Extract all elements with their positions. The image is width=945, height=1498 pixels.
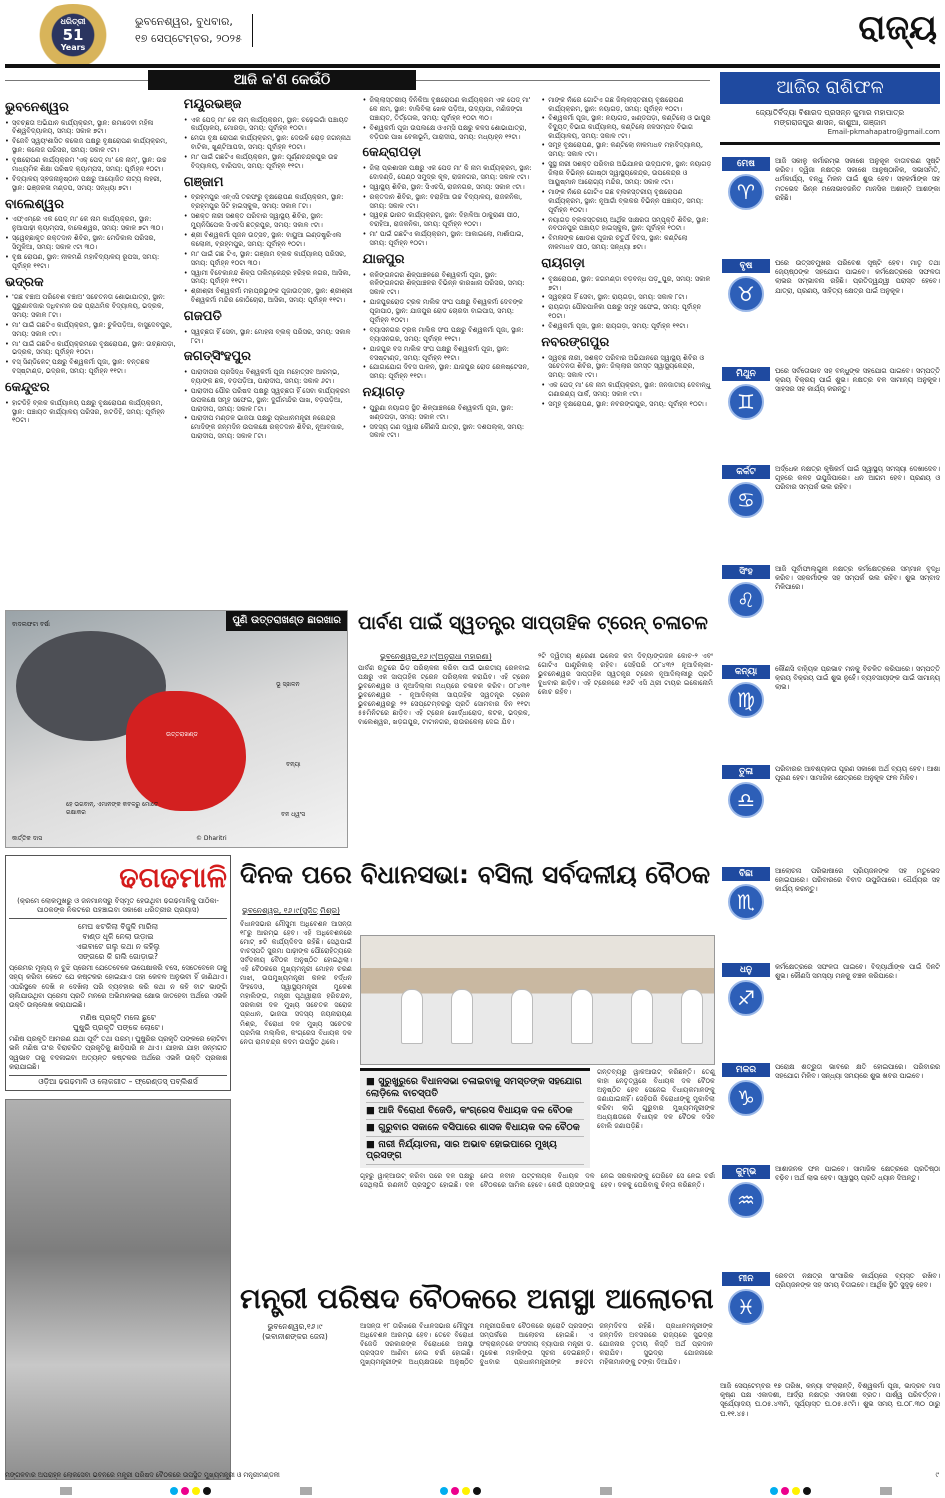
proverb-line: ଏଇବାଟେ ଗଲୁ କଥା ନ କହିଲୁ xyxy=(76,941,160,951)
horoscope-sign xyxy=(720,367,940,414)
district-heading: ଯାଜପୁର xyxy=(362,252,405,268)
registration-dot xyxy=(781,1487,789,1495)
registration-dot xyxy=(792,1487,800,1495)
horoscope-sign xyxy=(720,1165,940,1212)
district-heading: ଭଦ୍ରକ xyxy=(5,274,44,290)
cartoon-label: ଭୂ ସ୍ଖଳନ xyxy=(276,681,300,688)
highlight-point: ■ ନାରୀ ନିର୍ଯ୍ୟାତନା, ସାର ଅଭାବ ହୋଇପାରେ ମୁଖ୍ୟ ପ୍ରସଙ୍ଗ xyxy=(366,1137,584,1166)
horoscope-sign xyxy=(720,465,940,512)
proverb-line: ବାଣ୍ଡ ଧୂଳି ନେଲା ଉଡ଼ାଇ xyxy=(82,931,154,941)
event-item: • ସୁସ୍ଥ ନାରୀ ସଶକ୍ତ ପରିବାର ଅଭିଯାନର ଉଦ୍‌ଘାଟନ, ସ୍ଥାନ: ନୟାଗଡ଼ ଜିଲାର ବିଭିନ୍ନ ଗୋଷ୍ଠୀ ସ୍ୱାସ୍ଥ୍ୟକେନ୍ଦ୍ର, ଉପକେନ୍ଦ୍ର ଓ ଆୟୁଷ୍ମାନ ଆରୋଗ୍ୟ ମନ୍ଦିର, ସମୟ: ସକାଳ ୯ଟା। xyxy=(541,160,712,187)
sign-prediction: କୌଣସି ବାହ୍ୟିକ ପ୍ରଭାବ ମନକୁ ବିଚଳିତ କରିପାରେ। ସମ୍ପତ୍ତି କ୍ରୟ ବିକ୍ରୟ ପାଇଁ ଶୁଭ ନୁହେଁ। ବ୍ୟବସାୟୀଙ୍କ ପାଇଁ ସାମାନ୍ୟ ଲାଭ। xyxy=(775,665,940,692)
event-item: • ସମୂହ ବୃକ୍ଷରୋପଣ, ସ୍ଥାନ: ନବରଙ୍ଗପୁର, ସମୟ: ପୂର୍ବାହ୍ନ ୧୦ଟା। xyxy=(541,400,712,409)
events-listing xyxy=(5,96,712,441)
sign-label: କନ୍ୟା xyxy=(722,665,770,679)
bull-icon: ♉ xyxy=(728,276,764,312)
district-heading: ନୟାଗଡ଼ xyxy=(362,385,405,401)
registration-dot xyxy=(451,1487,459,1495)
event-item: • ସ୍ୱେଚ୍ଛାକୃତ ରକ୍ତଦାନ ଶିବିର, ସ୍ଥାନ: ମେଡିକାଲ ପରିସର, ସିମୁଳିଆ, ସମୟ: ସକାଳ ୯ଟା ୩୦। xyxy=(5,234,176,252)
events-title: ଆଜି କ'ଣ କେଉଁଠି xyxy=(148,70,416,90)
highlight-text: ସୁରୁଖୁରୁରେ ବିଧାନସଭା ଚଳାଇବାକୁ ସମସ୍ତଙ୍କ ସହଯୋଗ ଲୋଡ଼ିଲେ ବାଚସ୍ପତି xyxy=(366,1076,582,1099)
registration-dot xyxy=(181,1487,189,1495)
highlight-text: ଗୁରୁବାର ସକାଳେ ବସିପାରେ ଶାସକ ବିଧାୟକ ଦଳ ବୈଠକ xyxy=(378,1121,580,1133)
panjika-text: ଆଜି ସେପ୍ଟେମ୍ବର ୧୭ ତାରିଖ, କନ୍ୟା ସଂକ୍ରାନ୍ତି, ବିଶ୍ୱକର୍ମା ପୂଜା, ଭାଦ୍ରବ ମାସ କୃଷ୍ଣ ପକ୍ଷ ଏକାଦଶୀ, ଆର୍ଦ୍ରା ନକ୍ଷତ୍ର ଏକାଦଶୀ ବ୍ରତ। ପାର୍ଶ୍ୱ ପରିବର୍ତ୍ତନ। ସୂର୍ଯ୍ୟୋଦୟ ଘ.୦୫.୪୩ମି, ସୂର୍ଯ୍ୟାସ୍ତ ଘ.୦୫.୫୯ମି। ଶୁଭ ସମୟ ଘ.୦୮.୩୦ ଠାରୁ ଘ.୧୧.୪୫। xyxy=(720,1382,940,1418)
registration-dot xyxy=(462,1487,470,1495)
sign-prediction: ଘରେ ସର୍ବତୋଭାବ ସହ ବନ୍ଧୁଙ୍କ ସହଯୋଗ ପାଇବେ। ସମ୍ପତ୍ତି କ୍ରୟ ବିକ୍ରୟ ପାଇଁ ଶୁଭ। ନକ୍ଷତ୍ର ବଳ ସାମାନ୍ୟ ଅନୁକୂଳ। ସାହସର ସହ କାର୍ଯ୍ୟ କରନ୍ତୁ। xyxy=(775,367,940,394)
event-list xyxy=(363,271,534,382)
horoscope-title: ଆଜିର ରାଶିଫଳ xyxy=(720,72,940,104)
photo-caption: ମଙ୍ଗଳବାର ଅପରାହ୍ନ ଲୋକସେବା ଭବନରେ ମନ୍ତ୍ରୀ ପରିଷଦ ବୈଠକରେ ଉପସ୍ଥିତ ମୁଖ୍ୟମନ୍ତ୍ରୀ ଓ ମନ୍ତ୍ରୀମଣ୍ଡଳୀ xyxy=(5,1471,280,1479)
lion-icon: ♌ xyxy=(728,582,764,618)
assembly-headline: ଦିନକ ପରେ ବିଧାନସଭା: ବସିଲା ସର୍ବଦଳୀୟ ବୈଠକ xyxy=(240,860,711,889)
dateline-date: ୧୭ ସେପ୍ଟେମ୍ବର, ୨୦୨୫ xyxy=(135,31,242,45)
event-item: • ମେଗା ବୃକ୍ଷ ରୋପଣ କାର୍ଯ୍ୟକ୍ରମ, ସ୍ଥାନ: ଦେଉଳି ରୋଡ଼ ଜଗନ୍ନାଥ ବାଟିକା, ଖୁଣ୍ଟିଆପଦା, ସମୟ: ପୂର୍ବାହ୍ନ ୧୦ଟା। xyxy=(184,134,355,152)
event-item: • ଜିଲା ପ୍ରଶାସନ ପକ୍ଷରୁ ଏକ ପେଡ ମା' କି ନାମ କାର୍ଯ୍ୟକ୍ରମ, ସ୍ଥାନ: ଦୋଦଣ୍ଡି, ପେଣ୍ଠ ସମୁଦ୍ର କୂଳ, ରାଜନଗର, ସମୟ: ସକାଳ ୯ଟା। xyxy=(363,164,534,182)
district-heading: କେନ୍ଦୁଝର xyxy=(5,380,50,396)
sign-label: ମେଷ xyxy=(722,157,770,171)
astrologer-email: Email-pkmahapatro@gmail.com xyxy=(827,128,940,137)
sign-prediction: ଘରେ ଉତ୍ସବମୁଖର ପରିବେଶ ସୃଷ୍ଟି ହେବ। ମାତୃ ତଥା ଜ୍ୟେଷ୍ଠଙ୍କ ସହଯୋଗ ପାଇବେ। କର୍ମକ୍ଷେତ୍ରରେ ସଫଳତା ଲାଭର ସମ୍ଭାବନା ରହିଛି। ପ୍ରତିଦ୍ୱନ୍ଦ୍ୱୀ ପରାସ୍ତ ହେବେ। ଯାତ୍ରା, ପ୍ରଣୟ, ସାହିତ୍ୟ କ୍ଷେତ୍ର ପାଇଁ ଅନୁକୂଳ। xyxy=(775,259,940,295)
sign-label: କର୍କଟ xyxy=(722,465,770,479)
sign-label: ବୃଷ xyxy=(722,259,770,273)
event-item: • ଯାଜପୁର ବସ ମାଲିକ ସଂଘ ପକ୍ଷରୁ ବିଶ୍ୱକର୍ମା ପୂଜା, ସ୍ଥାନ: ବସଷ୍ଟାଣ୍ଡ, ସମୟ: ପୂର୍ବାହ୍ନ ୧୧ଟା। xyxy=(363,345,534,363)
highlight-point: ■ ଗୁରୁବାର ସକାଳେ ବସିପାରେ ଶାସକ ବିଧାୟକ ଦଳ ବୈଠକ xyxy=(366,1120,584,1137)
event-item: • ସ୍ୱଚ୍ଛତା ହିଁ ସେବା, ସ୍ଥାନ: ମୋହନା ବ୍ଲକ୍ ପରିସର, ସମୟ: ସକାଳ ୮ଟା। xyxy=(184,328,355,346)
horoscope-sign xyxy=(720,765,940,812)
scorpion-icon: ♏ xyxy=(728,884,764,920)
registration-dot xyxy=(440,1487,448,1495)
district-heading: ବାଲେଶ୍ୱର xyxy=(5,196,64,212)
registration-dot xyxy=(203,1487,211,1495)
event-item: • ହାଟଡିହି ବ୍ଲକ କାର୍ଯ୍ୟାଳୟ ପକ୍ଷରୁ ବୃକ୍ଷରୋପଣ କାର୍ଯ୍ୟକ୍ରମ, ସ୍ଥାନ: ପଞ୍ଚାୟତ କାର୍ଯ୍ୟାଳୟ ପରିସର, ହାଟଡିହି, ସମୟ: ପୂର୍ବାହ୍ନ ୧୦ଟା। xyxy=(5,399,176,426)
sign-label: ମିଥୁନ xyxy=(722,367,770,381)
horoscope-sign xyxy=(720,259,940,306)
event-item: • ସ୍ୱଚ୍ଛ ନାରୀ, ସଶକ୍ତ ପରିବାର ଅଭିଯାନରେ ସ୍ୱାସ୍ଥ୍ୟ ଶିବିର ଓ ସଚେତନତା ଶିବିର, ସ୍ଥାନ: ଜିଲ୍ଲାର ସମସ୍ତ ସ୍ୱାସ୍ଥ୍ୟକେନ୍ଦ୍ର, ସମୟ: ସକାଳ ୯ଟା। xyxy=(541,354,712,381)
meeting-photo xyxy=(360,935,715,1065)
train-byline: ଭୁବନେଶ୍ୱର,୧୬।୯(ଅନୁରାଧା ମହାରଣା) xyxy=(380,652,492,661)
event-item: • ବ୍ୟାସନଗର ଟ୍ରକ ମାଲିକ ସଂଘ ପକ୍ଷରୁ ବିଶ୍ୱକର୍ମା ପୂଜା, ସ୍ଥାନ: ବ୍ୟାସନଗର, ସମୟ: ପୂର୍ବାହ୍ନ ୧୧ଟା। xyxy=(363,326,534,344)
sign-prediction: କର୍ମକ୍ଷେତ୍ରରେ ସଫଳତା ପାଇବେ। ବିଦ୍ୟାର୍ଥୀଙ୍କ ପାଇଁ ଦିନଟି ଶୁଭ। କୌଣସି ସମସ୍ୟା ମନକୁ ଚଞ୍ଚଳ କରିପାରେ। xyxy=(775,963,940,981)
event-item: • ବିଶ୍ୱକର୍ମା ପୂଜା, ସ୍ଥାନ: ରାୟଗଡ଼ା, ସମୟ: ପୂର୍ବାହ୍ନ ୧୧ଟା। xyxy=(541,322,712,331)
event-item: • ବୃକ୍ଷରୋପଣ କାର୍ଯ୍ୟକ୍ରମ 'ଏକ୍ ପେଡ୍ ମା' କେ ନାମ୍', ସ୍ଥାନ: ଉଚ୍ଚ ମାଧ୍ୟମିକ ଶିକ୍ଷା ପରିଷଦ କ୍ୟାମ୍ପସ, ସମୟ: ପୂର୍ବାହ୍ନ ୧୦ଟା। xyxy=(5,156,176,174)
sign-prediction: ପରିବାରର ଆବଶ୍ୟକତା ପୂରଣ ସକାଶେ ଅର୍ଥ ବ୍ୟୟ ହେବ। ଆଶା ପୂରଣ ହେବ। ସାମାଜିକ କ୍ଷେତ୍ରରେ ଅନୁକୂଳ ଫଳ ମିଳିବ। xyxy=(775,765,940,783)
proverb-line: ମଣିଷ ପ୍ରକୃତି ମଲେ ଛୁଟେ xyxy=(80,1013,156,1023)
train-headline: ପାର୍ବଣ ପାଇଁ ସ୍ୱତନ୍ତ୍ର ସାପ୍ତାହିକ ଟ୍ରେନ୍ ଚଳାଚଳ xyxy=(358,613,708,634)
cabinet-headline: ମନ୍ତ୍ରୀ ପରିଷଦ ବୈଠକରେ ଅନାସ୍ଥା ଆଲୋଚନା xyxy=(240,1282,714,1315)
horoscope-sign xyxy=(720,1272,940,1319)
proverb-line: ସଙ୍ଗରେ କି ଗଲି ଗୋଡ଼ାଇ? xyxy=(78,952,158,962)
event-item: • ପୁରୁଣା ନୟାଗଡ଼ ସ୍ଥିତ ଶିଳ୍ପାଞ୍ଚଳରେ ବିଶ୍ୱକର୍ମା ପୂଜା, ସ୍ଥାନ: ଖଣ୍ଡପଡ଼ା, ସମୟ: ସକାଳ ୯ଟା। xyxy=(363,404,534,422)
event-item: • ଶ୍ରୀଶ୍ରୀ ବିଶ୍ୱକର୍ମା ମହାପ୍ରଭୁଙ୍କ ପୂଜାଉତ୍ସବ, ସ୍ଥାନ: ଶ୍ରୀଶ୍ରୀ ବିଶ୍ୱକର୍ମା ମନ୍ଦିର କୋଠିଚୋରା, ଆସିକା, ସମୟ: ପୂର୍ବାହ୍ନ ୧୧ଟା। xyxy=(184,287,355,305)
print-registration-marks xyxy=(0,1485,945,1498)
registration-dot xyxy=(473,1487,481,1495)
district-heading: କେନ୍ଦ୍ରାପଡ଼ା xyxy=(362,145,422,161)
event-item: • ବ୍ରହ୍ମପୁର ଏନ୍‌ଏସି ତରଫରୁ ବୃକ୍ଷରୋପଣ କାର୍ଯ୍ୟକ୍ରମ, ସ୍ଥାନ: ବ୍ରହ୍ମପୁର ସିଟି ହାଇସ୍କୁଲ, ସମୟ: ସକାଳ ୮ଟା। xyxy=(184,193,355,211)
event-item: • ସମୂହ ବୃକ୍ଷରୋପଣ, ସ୍ଥାନ: କଣ୍ଟିଲୋ ନୀଳମାଧବ ମହାବିଦ୍ୟାଳୟ, ସମୟ: ସକାଳ ୯ଟା। xyxy=(541,141,712,159)
event-item: • ବୃକ୍ଷ ରୋପଣ, ସ୍ଥାନ: ନୀଳମଣି ମହାବିଦ୍ୟାଳୟ ରୂପସା, ସମୟ: ପୂର୍ବାହ୍ନ ୧୧ଟା। xyxy=(5,253,176,271)
cartoon-label: ବନ୍ୟା xyxy=(286,761,301,768)
logo-years: 51 xyxy=(62,25,84,44)
page-number: ୯ xyxy=(935,1471,939,1479)
highlight-point: ■ ଆଜି ବିରୋଧୀ ବିଜେଡି, କଂଗ୍ରେସ ବିଧାୟକ ଦଳ ବୈଠକ xyxy=(366,1103,584,1120)
sign-prediction: ଆଶାଜନକ ଫଳ ପାଇବେ। ସାମାଜିକ କ୍ଷେତ୍ରରେ ପ୍ରତିଷ୍ଠା ବଢ଼ିବ। ଅର୍ଥ ଲାଭ ହେବ। ସ୍ୱାସ୍ଥ୍ୟ ପ୍ରତି ଧ୍ୟାନ ଦିଅନ୍ତୁ। xyxy=(775,1165,940,1183)
event-item: • ଜିଲ୍ଲାସ୍ତରୀୟ ଦିନିକିଆ ବୃକ୍ଷରୋପଣ କାର୍ଯ୍ୟକ୍ରମ ଏକ ପେଡ୍ ମା' କେ ନାମ, ସ୍ଥାନ: ବାଲିବିଲା ଖେଳ ପଡ଼ିଆ, ଉଦ୍ୟାପା, ମଣିଜଙ୍ଗା ପଞ୍ଚାୟତ, ତିର୍ତ୍ତୋଲ, ସମୟ: ପୂର୍ବାହ୍ନ ୧୦ଟା ୩୦। xyxy=(363,96,534,123)
event-list xyxy=(541,275,712,331)
cartoon-label: ହେ ଭଗବାନ୍, ଏମାନଙ୍କ କବଳରୁ ମୋତେ ରକ୍ଷାକର xyxy=(66,801,159,817)
event-item: • ମା' ପାଇଁ ଗଛଟିଏ କାର୍ଯ୍ୟକ୍ରମରେ ବୃକ୍ଷରୋପଣ, ସ୍ଥାନ: ଉଚ୍ଛାପଡ଼ା, ଭଦ୍ରକ, ସମୟ: ପୂର୍ବାହ୍ନ ୧୦ଟା। xyxy=(5,340,176,358)
event-item: • ପାରାଦୀପର ପ୍ରସିଦ୍ଧ ବିଶ୍ୱକର୍ମା ପୂଜା ମହୋତ୍ସବ ଆରମ୍ଭ, ବ୍ୟାଙ୍କ ଛକ, ବଡ଼ପଡ଼ିଆ, ପାରାଦୀପ, ସମୟ: ସକାଳ ୬ଟା। xyxy=(184,368,355,386)
cartoon-label: ବାଦଲଫଟା ବର୍ଷା xyxy=(12,621,50,628)
proverb-line: ମେଘ ଝଟକିଲା ବିଜୁଳି ମାରିଲା xyxy=(77,921,159,931)
left-column xyxy=(5,855,231,1480)
cartoon-caption: ପୁଣି ଉତ୍ତରାଖଣ୍ଡ ଛାରଖାର xyxy=(226,611,347,631)
event-item: • ସଦସ୍ୟ ଗଣ ଦ୍ୱାରା କୌଣସି ଯାତ୍ରା, ସ୍ଥାନ: ଦଶପଲ୍ଲା, ସମୟ: ସକାଳ ୯ଟା। xyxy=(363,423,534,441)
event-item: • ଏଫ୍‌ଏମ୍‌ରେ ଏକ ପେଡ୍ ମା' କେ ନାମ କାର୍ଯ୍ୟକ୍ରମ, ସ୍ଥାନ: ନୁଆପାଢ଼ୀ କ୍ୟାମ୍ପସ, ବାଲେଶ୍ୱର, ସମୟ: ସକାଳ ୭ଟା ୩୦। xyxy=(5,215,176,233)
sign-label: ତୁଳା xyxy=(722,765,770,779)
event-item: • ପାରାଦୀପ ମଣ୍ଡଳ ଭାଜପା ପକ୍ଷରୁ ପ୍ରଧାନମନ୍ତ୍ରୀ ନରେନ୍ଦ୍ର ମୋଦିଙ୍କ ଜନ୍ମଦିନ ଉପଲକ୍ଷେ ରକ୍ତଦାନ ଶିବିର, ନୂଆବଜାର, ପାରାଦୀପ, ସମୟ: ସକାଳ ୮ଟା। xyxy=(184,414,355,441)
event-item: • ପାରାଦୀପ ପୌର ପରିଷଦ ପକ୍ଷରୁ ସ୍ୱଚ୍ଛତା ହିଁ ସେବା କାର୍ଯ୍ୟକ୍ରମ ଉପଲକ୍ଷେ ସମୂହ ସଫେଇ, ସ୍ଥାନ: ଦୁର୍ଗାମନ୍ଦିର ପାଖ, ବଡ଼ପଡ଼ିଆ, ପାରାଦୀପ, ସମୟ: ସକାଳ ୮ଟା। xyxy=(184,387,355,414)
district-heading: ମୟୂରଭଞ୍ଜ xyxy=(183,97,242,112)
sign-prediction: ରେବତୀ ନକ୍ଷତ୍ର ସାଂସାରିକ କାର୍ଯ୍ୟରେ ବ୍ୟସ୍ତ ରଖିବ। ପ୍ରିୟଜନଙ୍କ ସହ ସମୟ ବିତାଇବେ। ଆର୍ଥିକ ସ୍ଥିତି ସୁଦୃଢ଼ ହେବ। xyxy=(775,1272,940,1290)
horoscope-sign xyxy=(720,665,940,712)
proverbs-brand: ଢଗଢମାଳି xyxy=(119,861,227,894)
registration-dot xyxy=(170,1487,178,1495)
logo-text: ଧରିତ୍ରୀ xyxy=(60,16,86,26)
event-item: • ସ୍ୱାମୀ ବିବେକାନନ୍ଦ ଶିଳ୍ପ ତାଲିମ୍‌କେନ୍ଦ୍ର ହରିହର ନଗର, ଆସିକା, ସମୟ: ପୂର୍ବାହ୍ନ ୧୧ଟା। xyxy=(184,269,355,287)
highlight-text: ଆଜି ବିରୋଧୀ ବିଜେଡି, କଂଗ୍ରେସ ବିଧାୟକ ଦଳ ବୈଠକ xyxy=(378,1104,573,1116)
registration-dot xyxy=(803,1487,811,1495)
sign-prediction: ଆଜି ସକାଳୁ କର୍ମାରମ୍ଭ ସକାଶେ ଅନୁକୂଳ ବାତାବରଣ ସୃଷ୍ଟି କରିବ। ଦ୍ୱିଜା ନକ୍ଷତ୍ର ସକାଶେ ଆନୁଷ୍ଠାନିକ, ସଭାସମିତି, ଧର୍ମକାର୍ଯ୍ୟ, ବନ୍ଧୁ ମିଳନ ପାଇଁ ଶୁଭ ହେବ। ସହକର୍ମୀଙ୍କ ସହ ମତଭେଦ ଭିନ୍ନ ମନୋଭାବଜନିତ ମାନସିକ ଅଶାନ୍ତି ଆଶଙ୍କା ରହିଛି। xyxy=(775,157,940,202)
event-item: • ବିମଳାଙ୍କ ଷୋଡଶ ପୂଜାର ଚତୁର୍ଥ ଦିବସ, ସ୍ଥାନ: କଣ୍ଟିଲୋ ନୀଳମାଧବ ପୀଠ, ସମୟ: ସନ୍ଧ୍ୟା ୭ଟା। xyxy=(541,234,712,252)
uttarakhand-figure xyxy=(126,691,246,811)
event-item: • ବିଜେବି ସ୍ୱୟଂଶାସିତ କଲେଜ ପକ୍ଷରୁ ବୃକ୍ଷରୋପଣ କାର୍ଯ୍ୟକ୍ରମ, ସ୍ଥାନ: କଲେଜ ପରିସର, ସମୟ: ସକାଳ ୯ଟା। xyxy=(5,137,176,155)
astrologer-name: ଜ୍ୟୋତିର୍ବିଦ୍ୟା ବିଶାରଦ ପ୍ରସନ୍ନ କୁମାର ମହାପାତ୍ର xyxy=(755,108,905,117)
twins-icon: ♊ xyxy=(728,384,764,420)
event-item: • ବିଦ୍ୟାଳୟ ସ୍ଵଜନାନୁଷ୍ଠାନ ପକ୍ଷରୁ ଆୟୋଜିତ ନାଟ୍ୟ ଲହରୀ, ସ୍ଥାନ: ଭଞ୍ଜକଳା ମଣ୍ଡପ, ସମୟ: ସନ୍ଧ୍ୟା ୭ଟା। xyxy=(5,175,176,193)
event-list xyxy=(184,328,355,346)
byline-place: ଭୁବନେଶ୍ୱର,୧୬।୯ xyxy=(267,1322,323,1331)
district-heading: ଜଗତ୍‌ସିଂହପୁର xyxy=(183,349,251,365)
cartoon-label: ବନ ଧ୍ୱଂସ xyxy=(281,811,306,818)
registration-dot xyxy=(192,1487,200,1495)
event-list xyxy=(184,134,355,171)
scales-icon: ♎ xyxy=(728,782,764,818)
event-list xyxy=(184,116,355,134)
horoscope-panel xyxy=(720,72,940,1482)
ram-icon: ♈ xyxy=(728,174,764,210)
train-body: ପାର୍ବଣ ଋତୁରେ ଭିଡ଼ ପରିଚାଳନା କରିବା ପାଇଁ ଭାରତୀୟ ରେଳବାଇ ପକ୍ଷରୁ ଏକ ସାପ୍ତାହିକ ଟ୍ରେନ ପରିଚାଳନା କରାଯିବ। ଏହି ଟ୍ରେନ ଭୁବନେଶ୍ୱର ଓ ନୂଆଦିଲ୍ଲୀ ମଧ୍ୟରେ ଚଳାଚଳ କରିବ। ୦୮୪୩୧ ଭୁବନେଶ୍ୱର - ନୂଆଦିଲ୍ଲୀ ସାପ୍ତାହିକ ସ୍ୱତନ୍ତ୍ର ଟ୍ରେନ ଭୁବନେଶ୍ୱରରୁ ୨୨ ସେପ୍ଟେମ୍ବରରୁ ପ୍ରତି ସୋମବାର ଦିନ ୧୧ଟା ୫୫ମିନିଟରେ ଛାଡ଼ିବ। ଏହି ଟ୍ରେନ ଖୋର୍ଦ୍ଧାରୋଡ, କଟକ, ଭଦ୍ରକ, ବାଲେଶ୍ୱର, ଖଡ଼ଗପୁର, ଟାଟାନଗର, ରାଉରକେଲା ଦେଇ ଯିବ। xyxy=(358,664,530,727)
highlight-text: ନାରୀ ନିର୍ଯ୍ୟାତନା, ସାର ଅଭାବ ହୋଇପାରେ ମୁଖ୍ୟ ପ୍ରସଙ୍ଗ xyxy=(366,1138,557,1162)
pot-icon: ♒ xyxy=(728,1182,764,1218)
event-item: • ଏକ ପେଡ୍ ମା' କେ ନାମ୍ କାର୍ଯ୍ୟକ୍ରମ, ସ୍ଥାନ: ଚଢ଼େଇଗାଁ ପଞ୍ଚାୟତ କାର୍ଯ୍ୟାଳୟ, ମୋରଡ଼ା, ସମୟ: ପୂର୍ବାହ୍ନ ୧୦ଟା। xyxy=(184,116,355,134)
event-item: • ରାୟଗଡ଼ା ପୌରପାଳିକା ପକ୍ଷରୁ ସମୂହ ସଫେଇ, ସମୟ: ପୂର୍ବାହ୍ନ ୧୦ଟା। xyxy=(541,303,712,321)
horoscope-sign xyxy=(720,1063,940,1110)
assembly-byline: ଭୁବନେଶ୍ୱର, ୧୬।୯(ସୁଜିତ୍ ମିଶ୍ର) xyxy=(242,906,340,915)
assembly-continuation xyxy=(360,1068,715,1190)
editorial-cartoon xyxy=(5,610,348,848)
cabinet-body: ଆସନ୍ତା ୧୮ ତାରିଖରେ ବିଧାନସଭାର ମୌସୁମୀ ଅଧିବେଶନ ଆରମ୍ଭ ହେବ। ତେବେ ବିରୋଧୀ ବିଜେଡି ସରକାରଙ୍କ ବିରୋଧରେ ଅନାସ୍ଥା ପ୍ରସ୍ତାବ ଆଣିବା ନେଇ ଚର୍ଚ୍ଚା ହୋଇଛି। ମୁଖ୍ୟମନ୍ତ୍ରୀଙ୍କ ଅଧ୍ୟକ୍ଷତାରେ ଅନୁଷ୍ଠିତ ମନ୍ତ୍ରୀପରିଷଦ ବୈଠକରେ ଚାରୋଟି ପ୍ରସଙ୍ଗ ସମ୍ପର୍କରେ ଆଲୋଚନା ହୋଇଛି। ଏ ସଂକ୍ରାନ୍ତରେ ସଂସଦୀୟ ବ୍ୟାପାର ମନ୍ତ୍ରୀ ଡ. ମୁକେଶ ମହାଲିଙ୍ଗ ସୂଚନା ଦେଇଛନ୍ତି। ବୁଧବାର ପ୍ରଧାନମନ୍ତ୍ରୀଙ୍କ ୭୫ତମ ଜନ୍ମଦିବସ ରହିଛି। ପ୍ରଧାନମନ୍ତ୍ରୀଙ୍କ ଜନ୍ମଦିନ ଅବସରରେ ରାଜ୍ୟରେ ସୁଭଦ୍ରା ଯୋଜନାର ତୃତୀୟ କିସ୍ତି ଅର୍ଥ ପ୍ରଦାନ କରାଯିବ। ସୁଭଦ୍ରା ଯୋଜନାରେ ମହିଳାମାନଙ୍କୁ ଟଙ୍କା ଦିଆଯିବ। xyxy=(360,1322,713,1367)
train-body: ୨ଟି ଦ୍ୱିତୀୟ ଶ୍ରେଣୀ ଭଲେଜ କମ ଦିବ୍ୟାଙ୍ଗଜନ କୋଚ-୨ ଏବଂ ଗୋଟିଏ ପାଣ୍ଟ୍ରିକାର୍ ରହିବ। ସେହିପରି ୦୮୪୩୨ ନୂଆଦିଲ୍ଲୀ-ଭୁବନେଶ୍ୱର ସାପ୍ତାହିକ ସ୍ୱତନ୍ତ୍ର ଟ୍ରେନ ନୂଆଦିଲ୍ଲୀରୁ ପ୍ରତି ବୁଧବାର ଛାଡ଼ିବ। ଏହି ଟ୍ରେନରେ ୧୬ଟି ଏସି ଥ୍ରୀ ଟାୟର ଇକୋନୋମି କୋଚ ରହିବ। xyxy=(538,652,713,697)
sign-label: ଧନୁ xyxy=(722,963,770,977)
event-item: • ବସ୍ ସିଣ୍ଡିକେଟ୍ ପକ୍ଷରୁ ବିଶ୍ୱକର୍ମା ପୂଜା, ସ୍ଥାନ: ବନ୍ତଛକ ବସ୍‌ଷ୍ଟାଣ୍ଡ, ଭଦ୍ରକ, ସମୟ: ପୂର୍ବାହ୍ନ ୧୧ଟା। xyxy=(5,358,176,376)
event-item: • ମା' ପାଇଁ ଗଛ ଟିଏ, ସ୍ଥାନ: ଗଞ୍ଜାମ ବ୍ଲକ କାର୍ଯ୍ୟାଳୟ ପରିସର, ସମୟ: ପୂର୍ବାହ୍ନ ୧୦ଟା ୩୦। xyxy=(184,250,355,268)
archer-icon: ♐ xyxy=(728,980,764,1016)
maiden-icon: ♍ xyxy=(728,682,764,718)
sign-prediction: ପରୋକ୍ଷ ଶତ୍ରୁତା ଭାବରେ କ୍ଷତି ହୋଇପାରେ। ପରିବାରର ସହଯୋଗ ମିଳିବ। ସନ୍ଧ୍ୟା ସମୟରେ ଶୁଭ ଖବର ପାଇବେ। xyxy=(775,1063,940,1081)
assembly-body: ବିଧାନସଭାର ମୌସୁମୀ ଅଧିବେଶନ ଆସନ୍ତା ୧୮ରୁ ଆରମ୍ଭ ହେବ। ଏହି ଅଧିବେଶନରେ ମୋଟ୍ ୭ଟି କାର୍ଯ୍ୟଦିବସ ରହିଛି। ସେଥିପାଇଁ ବାଚସ୍ପତି ସୁରମା ପାଢ଼ୀଙ୍କ ପୌରୋହିତ୍ୟରେ ସର୍ବଦଳୀୟ ବୈଠକ ଅନୁଷ୍ଠିତ ହୋଇଥିଲା। ଏହି ବୈଠକରେ ମୁଖ୍ୟମନ୍ତ୍ରୀ ମୋହନ ଚରଣ ମାଝୀ, ଉପମୁଖ୍ୟମନ୍ତ୍ରୀ କନକ ବର୍ଦ୍ଧନ ସିଂହଦେଓ, ସ୍ୱାସ୍ଥ୍ୟମନ୍ତ୍ରୀ ମୁକେଶ ମହାଲିଙ୍ଗ, ମନ୍ତ୍ରୀ ପୃଥ୍ୱୀରାଜ ହରିଚନ୍ଦନ, ସରକାରୀ ଦଳ ମୁଖ୍ୟ ସଚେତକ ସରୋଜ ପ୍ରଧାନ, ଭାଜପା ସଦସ୍ୟ ଜୟନାରାୟଣ ମିଶ୍ର, ବିରୋଧୀ ଦଳ ମୁଖ୍ୟ ସଚେତକ ପ୍ରମିଳା ମଲ୍ଲିକ, କଂଗ୍ରେସ ବିଧାୟକ ଦଳ ନେତା ରାମଚନ୍ଦ୍ର କଦମ ଉପସ୍ଥିତ ଥିଲେ। xyxy=(240,920,352,1046)
byline-author: (ଭବାନୀଶଙ୍କର ଜେନା) xyxy=(262,1332,328,1342)
section-title: ରାଜ୍ୟ xyxy=(858,8,937,48)
event-item: • ବିଶ୍ୱକର୍ମା ପୂଜା, ସ୍ଥାନ: ନୟାଗଡ, ଖଣ୍ଡପଡ଼ା, କଣ୍ଟିଲୋ ଓ ଭାପୁର ବିଦ୍ୟୁତ୍ ବିଭାଗ କାର୍ଯ୍ୟାଳୟ, କଣ୍ଟିଲୋ ଜଳସମ୍ପଦ ବିଭାଗ କାର୍ଯ୍ୟାଳୟ, ସମୟ: ସକାଳ ୯ଟା। xyxy=(541,114,712,141)
event-item: • ମା' ପାଇଁ ଗଛଟିଏ କାର୍ଯ୍ୟକ୍ରମ, ସ୍ଥାନ: ଚୁଳିପଡ଼ିଆ, ବାସୁଦେବପୁର, ସମୟ: ସକାଳ ୯ଟା। xyxy=(5,321,176,339)
event-item: • ଯୋଗାଯୋଗ ଦିବସ ପାଳନ, ସ୍ଥାନ: ଯାଜପୁର ରୋଡ ରେଳଷ୍ଟେସନ, ସମୟ: ପୂର୍ବାହ୍ନ ୧୧ଟା। xyxy=(363,363,534,381)
sign-label: ସିଂହ xyxy=(722,565,770,579)
dateline-place-day: ଭୁବନେଶ୍ୱର, ବୁଧବାର, xyxy=(135,15,233,28)
registration-mark xyxy=(60,1487,72,1495)
event-item: • ବୃକ୍ଷରୋପଣ, ସ୍ଥାନ: ଜଗମଣ୍ଡା ବଡ଼ବନ୍ଧ ପଡ଼ୁପୁର, ସମୟ: ସକାଳ ୭ଟା। xyxy=(541,275,712,293)
district-heading: ରାୟଗଡ଼ା xyxy=(541,256,585,272)
district-heading: ଗଜପତି xyxy=(183,309,222,325)
event-list xyxy=(184,193,355,305)
logo-sub: Years xyxy=(60,42,86,52)
sign-label: କୁମ୍ଭ xyxy=(722,1165,770,1179)
event-list xyxy=(5,293,176,376)
proverbs-subtitle: (କ୍ରମେ ଲୋକମୁଖରୁ ଓ ଜନମାନସରୁ ବିସ୍ମୃତ ହେଉଥିବା ଢଗଢମାଳିକୁ ପାଠିକା-ପାଠକଙ୍କ ନିକଟରେ ପହଞ୍ଚାଇବା ସକାଶେ ଧରିତ୍ରୀର ପ୍ରୟାସ) xyxy=(9,897,227,919)
assembly-side-text: ଗନ୍ତବ୍ୟରୁ ୱାକଆଉଟ୍ କରିଛନ୍ତି। ତେଣୁ କାହା ନେତୃତ୍ୱରେ ବିଧାୟକ ଦଳ ବୈଠକ ଅନୁଷ୍ଠିତ ହେବ ସେନେଇ ବିଧାୟକମାନଙ୍କୁ ଜଣାଯାଇନାହିଁ। ସେହିପରି ବିରୋଧୀଙ୍କୁ ମୁକାବିଲା କରିବା ଲାଗି ଗୁରୁବାର ମୁଖ୍ୟମନ୍ତ୍ରୀଙ୍କ ଅଧ୍ୟକ୍ଷତାରେ ବିଧାୟକ ଦଳ ବୈଠକ ବସିବ ବୋଲି ଜଣାପଡ଼ିଛି। xyxy=(597,1068,715,1131)
event-list xyxy=(541,354,712,409)
cartoon-label: ଉତ୍ତରାଖଣ୍ଡ xyxy=(166,731,198,738)
cabinet-byline xyxy=(245,1322,345,1342)
divider xyxy=(720,142,940,145)
satellite-weather-image xyxy=(5,1099,231,1480)
goat-icon: ♑ xyxy=(728,1080,764,1116)
registration-mark xyxy=(600,1487,612,1495)
horoscope-sign xyxy=(720,867,940,914)
event-item: • ଏକ ପେଡ୍ ମା' କେ ନାମ କାର୍ଯ୍ୟକ୍ରମ, ସ୍ଥାନ: ଜନଜାତୀୟ ଦେବାନ୍ଧୁ ଗଣାରଣ୍ୟ ପାର୍କ, ସମୟ: ସକାଳ ୯ଟା। xyxy=(541,381,712,399)
proverb-explanation: ମଣିଷ ପ୍ରକୃତି ଆମରଣ ଯଥା ପୂର୍ବଂ ତଥା ପରମ୍। ଘୁଷୁରିର ପ୍ରକୃତି ପଙ୍କରେ ଲୋଟିବା ଭଳି ମଣିଷ ତା'ର ବିରାଚରିତ ପ୍ରକୃତିକୁ ଛାଡ଼ିପାରି ନ ଥାଏ। ଯାହାର ଯାହା ଜନ୍ମଗତ ସ୍ୱଭାବ ତାକୁ ବଦଳାଇବା ଅତ୍ୟନ୍ତ କଷ୍ଟକର ଅର୍ଥରେ ଏଭଳି ଉକ୍ତି ପ୍ରକାଶ କରାଯାଇଛି। xyxy=(9,1035,227,1071)
event-item: • ସ୍ୱଚ୍ଛତା ହିଁ ସେବା, ସ୍ଥାନ: ରାୟଗଡ଼ା, ସମୟ: ସକାଳ ୮ଟା। xyxy=(541,293,712,302)
sign-label: ବିଛା xyxy=(722,867,770,881)
astrologer-address: ମଙ୍ଗରାଜପୁର ଶାସନ, କାଶୁଆ, ଗଞ୍ଜାମ xyxy=(773,118,887,128)
event-item: • ମା' ପାଇଁ ଗଛଟିଏ କାର୍ଯ୍ୟକ୍ରମ, ସ୍ଥାନ: ଆକାଇଲୋ, ମାର୍ଶାଘାଇ, ସମୟ: ପୂର୍ବାହ୍ନ ୧୦ଟା। xyxy=(363,230,534,248)
sign-label: ମକର xyxy=(722,1063,770,1077)
assembly-body-cont: ଗୃହରୁ ୱାକ୍ଆଉଟ୍ କରିବା ପରେ ଦଳ ପକ୍ଷରୁ ସେଥିଲାଗି ରଣନୀତି ପ୍ରସ୍ତୁତ ହୋଇଛି। ଦଳ ନେତା ନବୀନ ପଟ୍ଟନାୟକ ବିଧାୟକ ଦଳ ବୈଠକରେ ସାମିଲ ହେବେ। କେଉଁ ପ୍ରସଙ୍ଗକୁ ନେଇ ସରକାରଙ୍କୁ ଘେରିବେ ସେ ନେଇ ଚର୍ଚ୍ଚା ହେବ। ଦଳକୁ ଘେରିବାକୁ ଚିନ୍ତା କରିଛନ୍ତି। xyxy=(360,1172,715,1190)
district-heading: ଗଞ୍ଜାମ xyxy=(183,174,224,190)
district-heading: ନବରଙ୍ଗପୁର xyxy=(541,335,610,351)
dharitri-51-years-logo xyxy=(28,4,118,66)
event-list xyxy=(541,114,712,252)
sign-label: ମୀନ xyxy=(722,1272,770,1286)
event-item: • ସଶକ୍ତ ନାରୀ ସଶକ୍ତ ପରିବାର ସ୍ୱାସ୍ଥ୍ୟ ଶିବିର, ସ୍ଥାନ: ମ୍ୟୁନିସିପେଲ ସିଏଚସି ଛତ୍ରପୁର, ସମୟ: ସକାଳ ୯ଟା। xyxy=(184,212,355,230)
registration-dot xyxy=(770,1487,778,1495)
event-item: • ସ୍ୱାସ୍ଥ୍ୟ ଶିବିର, ସ୍ଥାନ: ସିଏଚସି, ରାଜନଗର, ସମୟ: ସକାଳ ୯ଟା। xyxy=(363,183,534,192)
registration-mark xyxy=(300,1487,312,1495)
event-item: • ସ୍ବଚ୍ଛତା ଅଭିଯାନ କାର୍ଯ୍ୟକ୍ରମ, ସ୍ଥାନ: ରମାଦେବୀ ମହିଳା ବିଶ୍ୱବିଦ୍ୟାଳୟ, ସମୟ: ସକାଳ ୭ଟା। xyxy=(5,119,176,137)
fish-icon: ♓ xyxy=(728,1289,764,1325)
masthead-rule xyxy=(5,64,940,68)
registration-mark xyxy=(880,1487,892,1495)
event-item: • 'ଗଛ ବଞ୍ଚାଅ ପରିବେଶ ବଞ୍ଚାଅ' ସଚେତନତା ଶୋଭାଯାତ୍ରା, ସ୍ଥାନ: ପୁରୁଣାବଜାର ଦଧିବାମନ ଉଚ୍ଚ ପ୍ରାଥମିକ ବିଦ୍ୟାଳୟ, ଭଦ୍ରକ, ସମୟ: ସକାଳ ୮ଟା। xyxy=(5,293,176,320)
proverbs-box xyxy=(5,855,231,1091)
dateline xyxy=(135,14,253,47)
event-item: • ରକ୍ତଦାନ ଶିବିର, ସ୍ଥାନ: ବରାହିଆ ଉଚ୍ଚ ବିଦ୍ୟାଳୟ, ରାଜକନିକା, ସମୟ: ସକାଳ ୯ଟା। xyxy=(363,193,534,211)
cartoonist-signature: କାର୍ତ୍ତିକ ଦାସ xyxy=(12,835,43,842)
event-item: • କଳିଙ୍ଗନଗର ଶିଳ୍ପାଞ୍ଚଳରେ ବିଶ୍ୱକର୍ମା ପୂଜା, ସ୍ଥାନ: କଳିଙ୍ଗନଗର ଶିଳ୍ପାଞ୍ଚଳର ବିଭିନ୍ନ କାରଖାନା ପରିସର, ସମୟ: ସକାଳ ୯ଟା। xyxy=(363,271,534,298)
event-item: • ମାଙ୍କ ନାଁରେ ଗୋଟିଏ ଗଛ ଜିଲ୍ଲାସ୍ତରୀୟ ବୃକ୍ଷରୋପଣ କାର୍ଯ୍ୟକ୍ରମ, ସ୍ଥାନ: ନୟାଗଡ଼, ସମୟ: ପୂର୍ବାହ୍ନ ୧୦ଟା। xyxy=(541,96,712,114)
event-item: • ଶ୍ରୀ ବିଶ୍ୱକର୍ମା ପୂଜନ ଉତ୍ସବ, ସ୍ଥାନ: ବାୟୁଆ ଇଣ୍ଡଷ୍ଟ୍ରିଏଲ କଲୋନୀ, ବ୍ରହ୍ମପୁର, ସମୟ: ପୂର୍ବାହ୍ନ ୧୦ଟା। xyxy=(184,231,355,249)
event-list xyxy=(363,164,534,248)
proverbs-source: ଓଡ଼ିଆ ଢଗଢମାଳି ଓ ଲୋକଗୀତ – ଫ୍ରେଣ୍ଡସ୍ ପବ୍ଲିଶର୍ସ xyxy=(9,1075,227,1087)
sign-prediction: ଆଜି ପୂର୍ବାଫାଲ୍‌ଗୁନୀ ନକ୍ଷତ୍ର କର୍ମକ୍ଷେତ୍ରରେ ସମ୍ମାନ ବୃଦ୍ଧି କରିବ। ସହକର୍ମୀଙ୍କ ସହ ସମ୍ପର୍କ ଭଲ ରହିବ। ଶୁଭ ସମ୍ବାଦ ମିଳିପାରେ। xyxy=(775,565,940,592)
event-list xyxy=(5,399,176,426)
event-item: • ବିଶ୍ୱକର୍ମା ପୂଜା ଉପଲକ୍ଷେ ଓଏମ୍ସି ପକ୍ଷରୁ କଳସ ଶୋଭାଯାତ୍ରା, ବଡ଼ିଘର ପାଖ ବେଳାଭୂମି, ପାରାଦୀପ, ସମୟ: ମଧ୍ୟାହ୍ନ ୧୨ଟା। xyxy=(363,124,534,142)
event-list xyxy=(5,215,176,270)
horoscope-sign xyxy=(720,565,940,612)
sign-prediction: ଆଲୋଚନା ପରିଭାଷାରେ ପ୍ରିୟଜନଙ୍କ ସହ ମତୁଭେଦ ହୋଇପାରେ। ପରିବାରରେ ବିବାଦ ଉପୁଜିପାରେ। ଧୈର୍ଯ୍ୟର ସହ କାର୍ଯ୍ୟ କରନ୍ତୁ। xyxy=(775,867,940,894)
event-item: • ନୟାଗଡ଼ ବ୍ଲକସ୍ତରୀୟ ଆର୍ଥିକ ସାକ୍ଷରତା ସମ୍ପୃକ୍ତି ଶିବିର, ସ୍ଥାନ: ନବଘନପୁର ପଞ୍ଚାୟତ ହାଇସ୍କୁଲ, ସ୍ଥାନ: ପୂର୍ବାହ୍ନ ୧୦ଟା। xyxy=(541,216,712,234)
proverb-explanation: ପ୍ରେମର ମୂଲ୍ୟ ନ ବୁଝି ପ୍ରେମୀ ଯେତେବେଳେ ଉପେକ୍ଷାକରି ବସେ, ସେତେବେଳେ ତାକୁ ସହ୍ୟ କରିବା କେତେ ଯେ କଷ୍ଟକର ହୋଇଯାଏ ତାହା କେବଳ ଅନୁଭବୀ ହିଁ ଜାଣିଥାଏ। ଏପରିସ୍ଥଳେ ଦେଖି ନ ଦେଖିଲା ପରି ବ୍ୟବହାର କରି କଥା ନ କହି ବାଟ ଭାଙ୍ଗି ଚାଲିଯାଉଥିବା ପ୍ରେମୀ ପ୍ରତି ମନରେ ଅଭିମାନଭରା କ୍ଷୋଭ ଜାତହେବା ଅର୍ଥରେ ଏଭଳି ଉକ୍ତି ଉଲ୍ଲେଖ କରାଯାଇଛି। xyxy=(9,964,227,1009)
event-item: • ଯାଜପୁରରୋଡ ଟ୍ରକ ମାଲିକ ସଂଘ ପକ୍ଷରୁ ବିଶ୍ୱକର୍ମା ଦେବଙ୍କ ପୂଜାପାଠ, ସ୍ଥାନ: ଯାଜପୁର ରୋଡ ଚୋରଦା ବାଇପାସ, ସମୟ: ପୂର୍ବାହ୍ନ ୧୦ଟା। xyxy=(363,298,534,325)
event-list xyxy=(5,119,176,193)
assembly-highlights xyxy=(360,1068,590,1168)
event-item: • ସ୍ୱଚ୍ଛ ଭାରତ କାର୍ଯ୍ୟକ୍ରମ, ସ୍ଥାନ: ଦିହାଳିଆ ଠାକୁରାଣୀ ପୀଠ, ବରାହିଆ, ରାଜକନିକା, ସମୟ: ପୂର୍ବାହ୍ନ ୧୦ଟା। xyxy=(363,211,534,229)
proverb-line: ଘୁଷୁରି ପ୍ରକୃତି ପଙ୍କେ ଲୋଟେ। xyxy=(72,1023,164,1033)
cartoon-credit: © Dharitri xyxy=(196,835,227,842)
event-item: • ମାଙ୍କ ନାଁରେ ଗୋଟିଏ ଗଛ ବ୍ଲକସ୍ତରୀୟ ବୃକ୍ଷରୋପଣ କାର୍ଯ୍ୟକ୍ରମ, ସ୍ଥାନ: ନୂଆଗାଁ ବ୍ଲକର ବିଭିନ୍ନ ପଞ୍ଚାୟତ, ସମୟ: ପୂର୍ବାହ୍ନ ୧୦ଟା। xyxy=(541,188,712,215)
highlight-point: ■ ସୁରୁଖୁରୁରେ ବିଧାନସଭା ଚଳାଇବାକୁ ସମସ୍ତଙ୍କ ସହଯୋଗ ଲୋଡ଼ିଲେ ବାଚସ୍ପତି xyxy=(366,1074,584,1103)
crab-icon: ♋ xyxy=(728,482,764,518)
district-heading: ଭୁବନେଶ୍ୱର xyxy=(5,100,69,115)
sign-prediction: ଅର୍ଦ୍ଧେକ ନକ୍ଷତ୍ର କୃଷିକର୍ମ ପାଇଁ ସ୍ୱାସ୍ଥ୍ୟ ସମସ୍ୟା ଦେଖାଦେବ। ଗୃହରେ କଳହ ଉପୁଜିପାରେ। ଧନ ଆଗମ ହେବ। ପ୍ରଣୟ ଓ ପରିବାର ସମ୍ପର୍କ ଭଲ ରହିବ। xyxy=(775,465,940,492)
horoscope-sign xyxy=(720,157,940,203)
event-item: • ମା' ପାଇଁ ଗଛଟିଏ କାର୍ଯ୍ୟକ୍ରମ, ସ୍ଥାନ: ପୂର୍ଣ୍ଣଚନ୍ଦ୍ରପୁର ଉଚ୍ଚ ବିଦ୍ୟାଳୟ, ବାରିପଦା, ସମୟ: ପୂର୍ବାହ୍ନ ୧୧ଟା। xyxy=(184,153,355,171)
horoscope-sign xyxy=(720,963,940,1010)
